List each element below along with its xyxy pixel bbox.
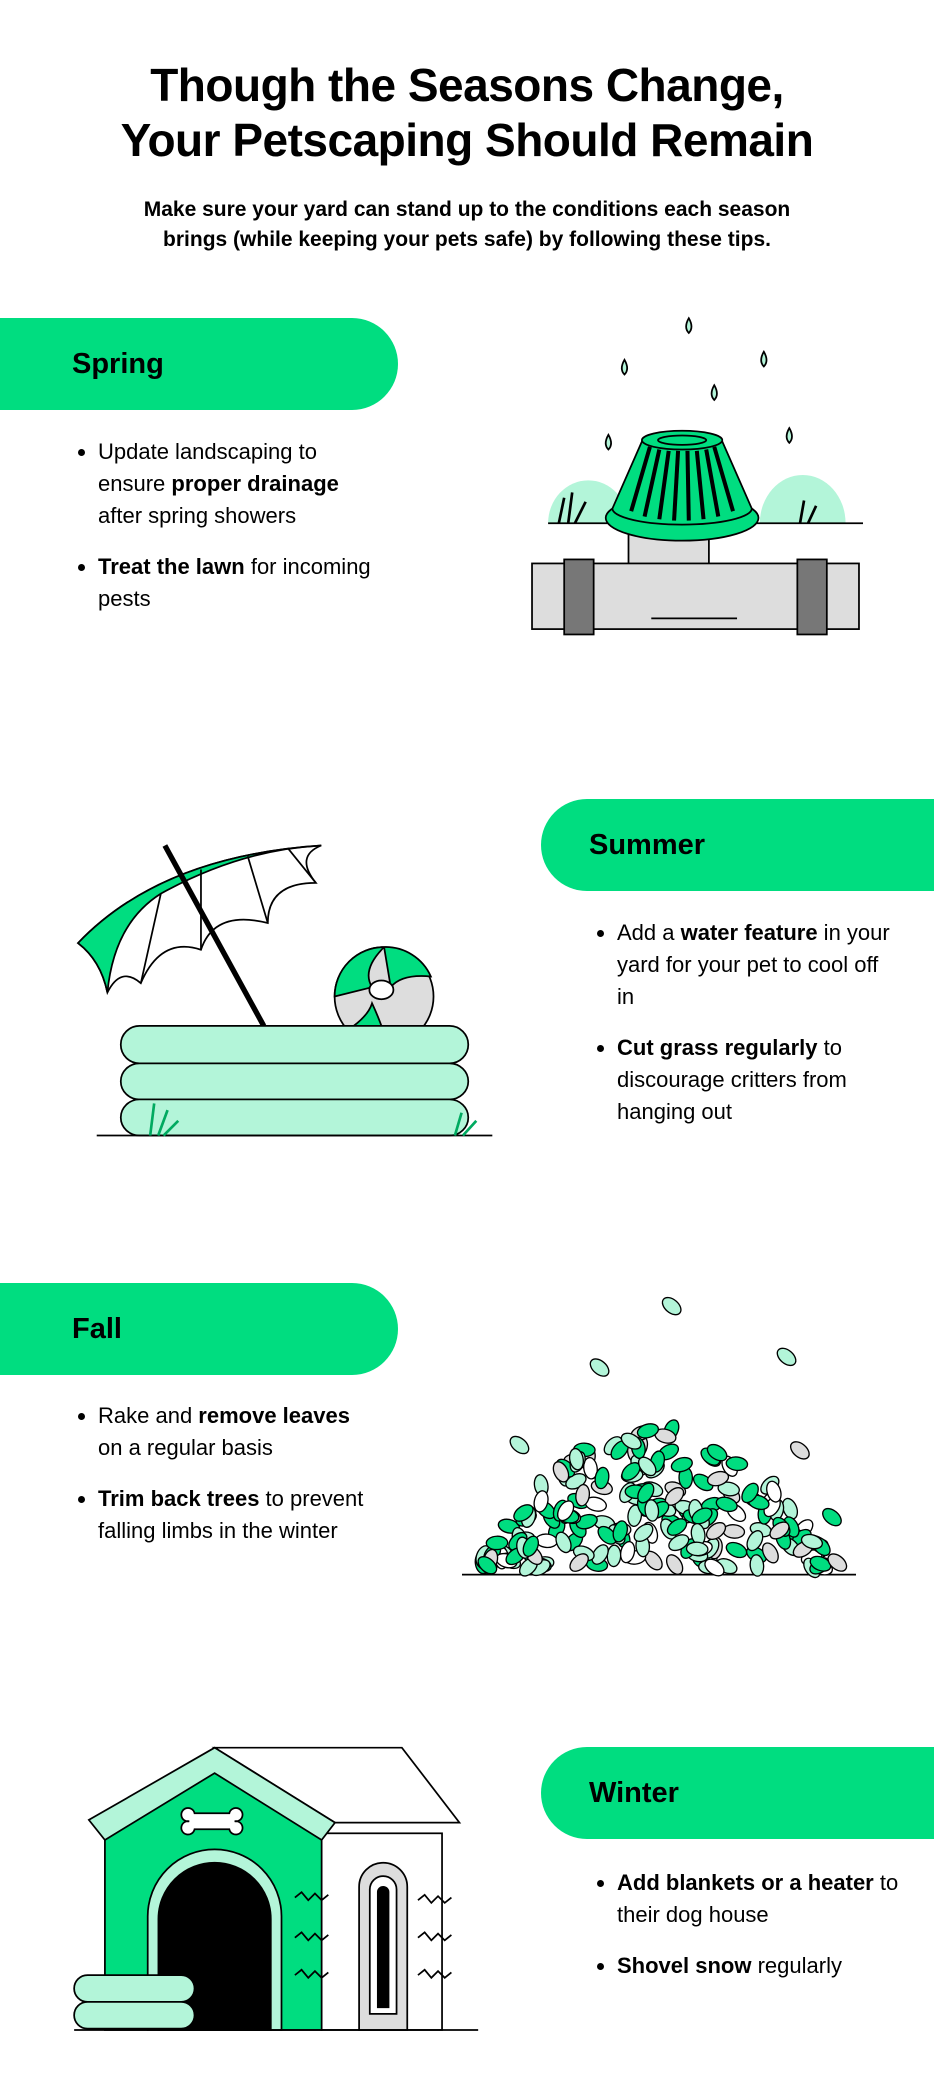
tip-item (597, 1950, 917, 1982)
spring-banner (0, 318, 398, 410)
tip-item (597, 1032, 897, 1128)
spring-heading: Spring (72, 347, 164, 380)
leaf-icon (774, 1345, 799, 1369)
tip-bold: Add blankets or a heater (617, 1870, 874, 1895)
winter-tips (597, 1867, 917, 2001)
tip-text: in your yard for your pet to cool off in (617, 920, 890, 1009)
winter-banner (541, 1747, 934, 1839)
leaf-icon (787, 1438, 812, 1462)
winter-heading: Winter (589, 1776, 679, 1809)
tip-bold: Shovel snow (617, 1953, 752, 1978)
leaf-icon (724, 1540, 749, 1561)
tip-text: after spring showers (98, 503, 297, 528)
tip-bold: Trim back trees (98, 1486, 260, 1511)
leaf-icon (486, 1536, 508, 1550)
doghouse-illustration (74, 1741, 489, 2038)
drain-illustration (528, 314, 863, 636)
summer-banner (541, 799, 934, 891)
leaf-icon (607, 1545, 621, 1567)
tip-text: Rake and (98, 1403, 199, 1428)
tip-text: to prevent falling limbs in the winter (98, 1486, 364, 1543)
page-title (0, 58, 934, 168)
pool-umbrella-illustration (74, 836, 495, 1137)
tip-text: to discourage critters from hanging out (617, 1035, 847, 1124)
tip-bold: proper drainage (171, 471, 339, 496)
tip-text: Add a (617, 920, 681, 945)
leaf-icon (819, 1505, 844, 1529)
summer-heading: Summer (589, 828, 706, 861)
fall-tips (78, 1400, 378, 1566)
tip-text: on a regular basis (98, 1435, 273, 1460)
tip-bold: Cut grass regularly (617, 1035, 818, 1060)
leaf-icon (587, 1356, 612, 1380)
tip-text: Update landscaping to ensure (98, 439, 317, 496)
tip-item (78, 1483, 378, 1547)
subtitle-line-2: brings (while keeping your pets safe) by following these tips. (163, 228, 771, 251)
tip-item (78, 436, 378, 532)
tip-text: for incoming pests (98, 554, 371, 611)
tip-bold: Treat the lawn (98, 554, 245, 579)
title-line-1: Though the Seasons Change, (150, 59, 784, 111)
leaf-icon (659, 1294, 684, 1318)
tip-item (78, 1400, 378, 1464)
fall-banner (0, 1283, 398, 1375)
page-subtitle (100, 195, 834, 255)
fall-heading: Fall (72, 1312, 122, 1345)
tip-item (597, 917, 897, 1013)
tip-text: to their dog house (617, 1870, 899, 1927)
leaf-pile-illustration (462, 1291, 856, 1579)
subtitle-line-1: Make sure your yard can stand up to the conditions each season (143, 198, 791, 221)
leaf-icon (507, 1433, 532, 1457)
tip-item (597, 1867, 917, 1931)
tip-item (78, 551, 378, 615)
summer-tips (597, 917, 897, 1147)
spring-tips (78, 436, 378, 634)
tip-bold: remove leaves (198, 1403, 350, 1428)
title-line-2: Your Petscaping Should Remain (120, 114, 814, 166)
tip-text: regularly (751, 1953, 842, 1978)
tip-bold: water feature (680, 920, 818, 945)
